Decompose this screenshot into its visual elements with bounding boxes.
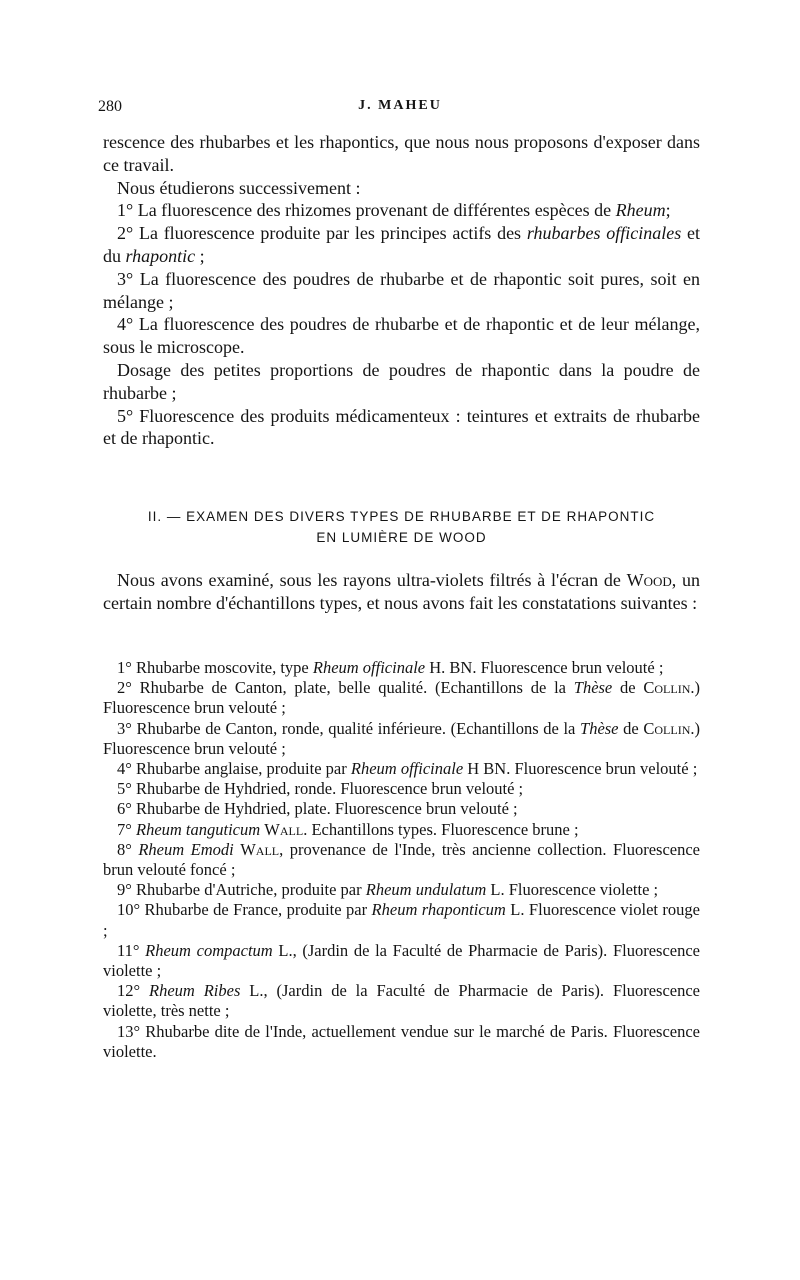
paragraph: Dosage des petites proportions de poudres de rhapontic dans la poudre de rhubarbe ; — [103, 359, 700, 403]
section-heading — [103, 506, 700, 548]
list-item: 5° Rhubarbe de Hyhdried, ronde. Fluorescence brun velouté ; — [117, 779, 524, 799]
list-item: 9° Rhubarbe d'Autriche, produite par Rheum undulatum L. Fluorescence violette ; — [117, 880, 659, 900]
list-item: 4° Rhubarbe anglaise, produite par Rheum officinale H BN. Fluorescence brun velouté ; — [117, 759, 698, 779]
list-item: 11° Rheum compactum L., (Jardin de la Faculté de Pharmacie de Paris). Fluorescence violette ; — [103, 940, 700, 981]
list-item: 10° Rhubarbe de France, produite par Rheum rhaponticum L. Fluorescence violet rouge ; — [103, 900, 700, 940]
list-item: 13° Rhubarbe dite de l'Inde, actuellement vendue sur le marché de Paris. Fluorescence violette. — [103, 1021, 700, 1061]
list-item: 4° La fluorescence des poudres de rhubarbe et de rhapontic et de leur mélange, sous le microscope. — [103, 314, 700, 358]
section-heading-line: II. — EXAMEN DES DIVERS TYPES DE RHUBARBE ET DE RHAPONTIC — [147, 509, 656, 524]
list-item: 3° La fluorescence des poudres de rhubarbe et de rhapontic soit pures, soit en mélange ; — [103, 268, 700, 312]
list-item: 5° Fluorescence des produits médicamenteux : teintures et extraits de rhubarbe et de rhapontic. — [103, 405, 700, 449]
intro-text — [103, 131, 700, 450]
section-heading-line: EN LUMIÈRE DE WOOD — [316, 530, 487, 545]
section-intro — [103, 569, 700, 615]
list-item: 7° Rheum tanguticum Wall. Echantillons types. Fluorescence brune ; — [117, 819, 579, 839]
page-number: 280 — [98, 98, 122, 115]
list-item: 1° Rhubarbe moscovite, type Rheum officinale H. BN. Fluorescence brun velouté ; — [117, 658, 664, 677]
list-item: 3° Rhubarbe de Canton, ronde, qualité inférieure. (Echantillons de la Thèse de Collin.) Fluorescence brun velouté ; — [103, 718, 700, 758]
list-item: 1° La fluorescence des rhizomes provenant de différentes espèces de Rheum; — [117, 200, 671, 221]
list-item: 2° La fluorescence produite par les principes actifs des rhubarbes officinales et du rhapontic ; — [103, 223, 700, 266]
paragraph: Nous avons examiné, sous les rayons ultra-violets filtrés à l'écran de Wood, un certain nombre d'échantillons types, et nous avons fait les constatations suivantes : — [103, 570, 701, 613]
paragraph: Nous étudierons successivement : — [117, 177, 361, 198]
list-item: 2° Rhubarbe de Canton, plate, belle qualité. (Echantillons de la Thèse de Collin.) Fluorescence brun velouté ; — [103, 678, 700, 718]
list-item: 12° Rheum Ribes L., (Jardin de la Faculté de Pharmacie de Paris). Fluorescence violette, très nette ; — [103, 981, 700, 1021]
running-head — [0, 98, 800, 122]
running-head-author: J. MAHEU — [358, 98, 442, 113]
sample-list — [103, 658, 700, 1062]
paragraph: rescence des rhubarbes et les rhapontics, que nous nous proposons d'exposer dans ce travail. — [103, 132, 700, 175]
list-item: 6° Rhubarbe de Hyhdried, plate. Fluorescence brun velouté ; — [117, 799, 518, 819]
list-item: 8° Rheum Emodi Wall, provenance de l'Inde, très ancienne collection. Fluorescence brun velouté foncé ; — [103, 839, 700, 880]
